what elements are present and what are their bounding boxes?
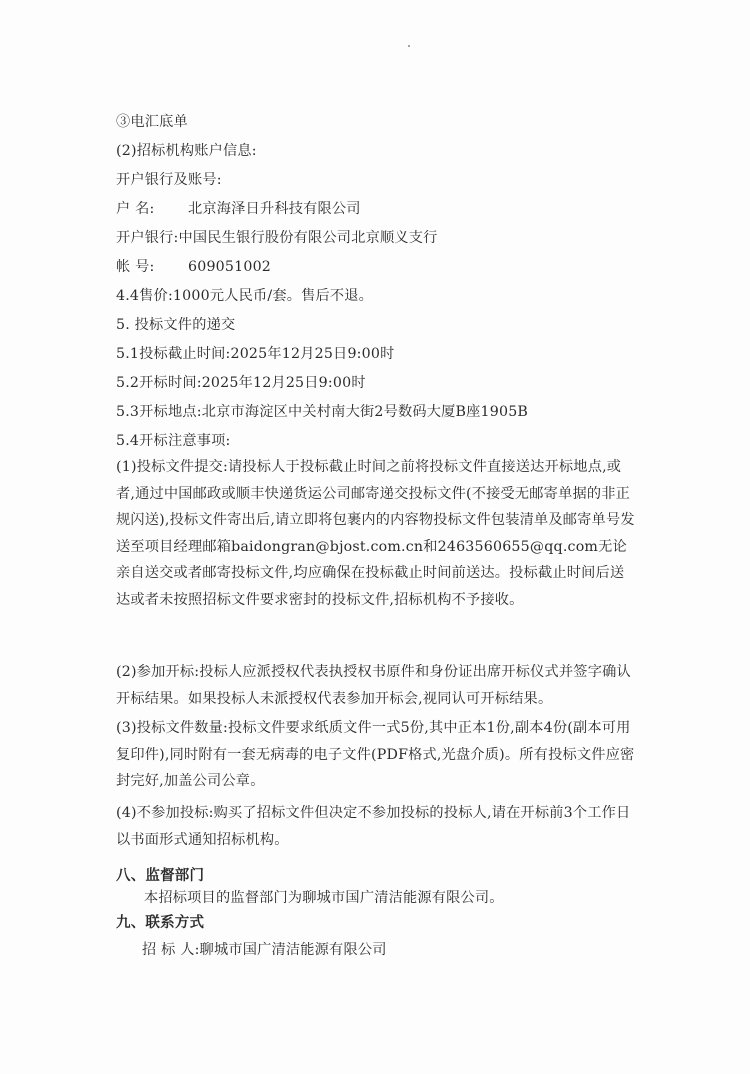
- notes-paragraph-3: (3)投标文件数量:投标文件要求纸质文件一式5份,其中正本1份,副本4份(副本可用复印件),同时附有一套无病毒的电子文件(PDF格式,光盘介质)。所有投标文件应密封完好,加盖公司公章。: [116, 720, 635, 789]
- tenderer-line: 招 标 人:聊城市国广清洁能源有限公司: [142, 942, 387, 958]
- opening-location-line: 5.3开标地点:北京市海淀区中关村南大街2号数码大厦B座1905B: [116, 404, 529, 420]
- opening-notes-heading: 5.4开标注意事项:: [116, 433, 231, 449]
- supervision-section-title: 八、监督部门: [116, 868, 205, 884]
- submission-heading: 5. 投标文件的递交: [116, 317, 236, 333]
- contact-section-title: 九、联系方式: [116, 915, 205, 931]
- bank-name-line: 开户银行:中国民生银行股份有限公司北京顺义支行: [116, 230, 438, 246]
- account-number-label: 帐 号:: [116, 259, 155, 275]
- account-number-line: [116, 257, 271, 277]
- deadline-line: 5.1投标截止时间:2025年12月25日9:00时: [116, 346, 395, 362]
- scan-speck: [408, 45, 410, 47]
- account-number-value: 609051002: [188, 259, 272, 275]
- price-line: 4.4售价:1000元人民币/套。售后不退。: [116, 288, 374, 304]
- notes-paragraph-1: (1)投标文件提交:请投标人于投标截止时间之前将投标文件直接送达开标地点,或者,通过中国邮政或顺丰快递货运公司邮寄递交投标文件(不接受无邮寄单据的非正规闪送),投标文件寄出后,请立即将包裹内的内容物投标文件包装清单及邮寄单号发送至项目经理邮箱baidongran@bjost.com.cn和2463560655@qq.com无论亲自送交或者邮寄投标文件,均应确保在投标截止时间前送达。投标截止时间后送达或者未按照招标文件要求密封的投标文件,招标机构不予接收。: [116, 459, 635, 608]
- agency-account-heading: (2)招标机构账户信息:: [116, 143, 257, 159]
- notes-paragraph-2: (2)参加开标:投标人应派授权代表执授权书原件和身份证出席开标仪式并签字确认开标结果。如果投标人未派授权代表参加开标会,视同认可开标结果。: [116, 664, 631, 707]
- account-holder-value: 北京海泽日升科技有限公司: [188, 201, 361, 217]
- notes-paragraph-4: (4)不参加投标:购买了招标文件但决定不参加投标的投标人,请在开标前3个工作日以书面形式通知招标机构。: [116, 805, 631, 848]
- opening-time-line: 5.2开标时间:2025年12月25日9:00时: [116, 375, 366, 391]
- account-holder-label: 户 名:: [116, 201, 155, 217]
- wire-receipt-item: ③电汇底单: [116, 114, 188, 130]
- supervision-section-body: 本招标项目的监督部门为聊城市国广清洁能源有限公司。: [144, 890, 504, 906]
- bank-account-label: 开户银行及账号:: [116, 172, 222, 188]
- account-holder-line: [116, 199, 361, 219]
